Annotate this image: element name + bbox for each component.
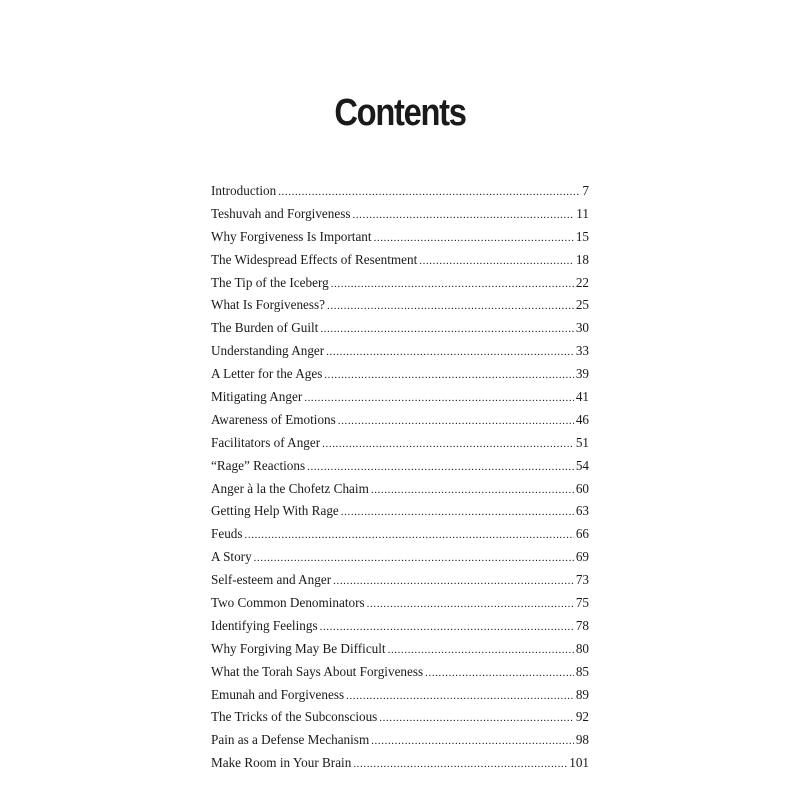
toc-entry [211, 252, 589, 275]
toc-entry-page-number: 25 [575, 297, 589, 313]
toc-entry-page-number: 41 [575, 389, 589, 405]
toc-entry-title: Mitigating Anger [211, 389, 303, 405]
toc-entry-title: The Tip of the Iceberg [211, 274, 329, 290]
toc-entry-page-number: 51 [575, 434, 589, 450]
toc-entry-title: Introduction [211, 183, 277, 198]
toc-entry-page-number: 33 [575, 343, 589, 359]
toc-entry-page-number: 85 [575, 663, 589, 679]
toc-entry-page-number: 101 [569, 755, 589, 771]
toc-entry-page-number: 69 [575, 549, 589, 565]
toc-entry [211, 297, 589, 320]
page-title: Contents [334, 92, 466, 134]
toc-entry [211, 526, 589, 549]
toc-entry [211, 458, 589, 481]
toc-entry-page-number: 30 [575, 320, 589, 336]
toc-entry [211, 687, 589, 710]
dot-leader [352, 209, 574, 221]
toc-entry-title: Why Forgiving May Be Difficult [211, 640, 386, 656]
toc-entry [211, 320, 589, 343]
toc-entry-title: What Is Forgiveness? [211, 297, 326, 313]
toc-entry [211, 435, 589, 458]
toc-entry-page-number: 80 [575, 640, 589, 656]
toc-entry-title: Identifying Feelings [211, 617, 318, 633]
toc-entry [211, 503, 589, 526]
dot-leader [367, 598, 574, 610]
dot-leader [388, 644, 574, 656]
toc-entry [211, 481, 589, 504]
dot-leader [304, 392, 574, 404]
dot-leader [425, 667, 574, 679]
toc-entry-page-number: 22 [575, 274, 589, 290]
toc-entry-title: Getting Help With Rage [211, 503, 339, 519]
toc-entry [211, 755, 589, 778]
toc-entry [211, 641, 589, 664]
toc-entry-title: The Widespread Effects of Resentment [211, 251, 418, 267]
toc-entry [211, 595, 589, 618]
toc-entry-title: What the Torah Says About Forgiveness [211, 663, 424, 679]
dot-leader [371, 735, 574, 747]
toc-entry-page-number: 18 [575, 251, 589, 267]
toc-entry-page-number: 46 [575, 411, 589, 427]
table-of-contents [211, 183, 589, 778]
toc-entry-page-number: 92 [575, 709, 589, 725]
toc-entry-page-number: 39 [575, 366, 589, 382]
toc-entry [211, 549, 589, 572]
toc-entry-title: The Tricks of the Subconscious [211, 709, 378, 725]
toc-entry-title: Emunah and Forgiveness [211, 686, 345, 702]
toc-entry-title: Teshuvah and Forgiveness [211, 205, 351, 221]
dot-leader [307, 461, 574, 473]
toc-entry [211, 343, 589, 366]
toc-entry [211, 618, 589, 641]
toc-entry-title: Understanding Anger [211, 343, 325, 359]
toc-entry [211, 229, 589, 252]
dot-leader [338, 415, 574, 427]
toc-entry-title: A Letter for the Ages [211, 366, 323, 382]
toc-entry-page-number: 7 [582, 183, 589, 198]
toc-entry-page-number: 63 [575, 503, 589, 519]
toc-entry-title: “Rage” Reactions [211, 457, 306, 473]
toc-entry-page-number: 60 [575, 480, 589, 496]
dot-leader [371, 484, 574, 496]
toc-entry-page-number: 11 [576, 205, 589, 221]
toc-entry-title: Make Room in Your Brain [211, 755, 352, 771]
dot-leader [346, 690, 574, 702]
dot-leader [327, 300, 574, 312]
dot-leader [333, 575, 574, 587]
toc-entry-title: Anger à la the Chofetz Chaim [211, 480, 369, 496]
toc-entry-page-number: 98 [575, 732, 589, 748]
toc-entry [211, 183, 589, 206]
toc-entry-title: The Burden of Guilt [211, 320, 319, 336]
dot-leader [326, 346, 574, 358]
dot-leader [374, 232, 574, 244]
toc-entry-title: Why Forgiveness Is Important [211, 228, 372, 244]
dot-leader [341, 506, 574, 518]
toc-entry-page-number: 75 [575, 595, 589, 611]
dot-leader [353, 758, 567, 770]
toc-entry [211, 412, 589, 435]
dot-leader [320, 621, 574, 633]
dot-leader [331, 278, 574, 290]
dot-leader [278, 186, 580, 198]
toc-entry-page-number: 66 [575, 526, 589, 542]
toc-entry [211, 366, 589, 389]
dot-leader [322, 438, 574, 450]
toc-entry [211, 206, 589, 229]
dot-leader [419, 255, 574, 267]
toc-entry [211, 664, 589, 687]
dot-leader [379, 712, 574, 724]
dot-leader [320, 323, 574, 335]
toc-entry-title: Self-esteem and Anger [211, 572, 332, 588]
toc-entry-title: Pain as a Defense Mechanism [211, 732, 370, 748]
toc-entry-title: Awareness of Emotions [211, 411, 336, 427]
toc-entry [211, 389, 589, 412]
toc-entry-page-number: 78 [575, 617, 589, 633]
dot-leader [245, 529, 574, 541]
dot-leader [324, 369, 573, 381]
dot-leader [254, 552, 574, 564]
toc-entry [211, 709, 589, 732]
toc-entry-page-number: 15 [575, 228, 589, 244]
toc-entry [211, 572, 589, 595]
toc-entry-title: Feuds [211, 526, 243, 542]
toc-entry-page-number: 54 [575, 457, 589, 473]
toc-entry-title: A Story [211, 549, 252, 565]
toc-entry-title: Facilitators of Anger [211, 434, 321, 450]
toc-entry-page-number: 89 [575, 686, 589, 702]
toc-entry-title: Two Common Denominators [211, 595, 365, 611]
toc-entry [211, 275, 589, 298]
toc-entry [211, 732, 589, 755]
toc-entry-page-number: 73 [575, 572, 589, 588]
